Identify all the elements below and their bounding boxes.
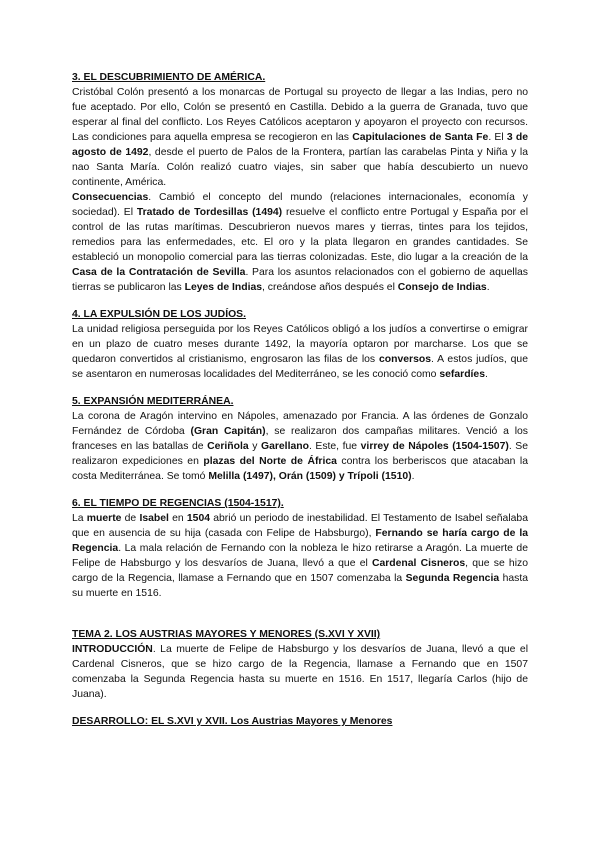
- bold-term: Garellano: [261, 441, 309, 452]
- document-page: [72, 70, 528, 729]
- bold-term: INTRODUCCIÓN: [72, 644, 153, 655]
- section-heading: 4. LA EXPULSIÓN DE LOS JUDÍOS.: [72, 309, 246, 320]
- bold-term: Consecuencias: [72, 192, 149, 203]
- paragraph: Cristóbal Colón presentó a los monarcas de Portugal su proyecto de llegar a las Indias, pero no fue aceptado. Por ello, Colón se presentó en Castilla. Debido a la guerra de Granada, tuvo que esperar al final del conflicto. Los Reyes Católicos aceptaron y apoyaron el proyecto con recursos. Las condiciones para aquella empresa se recogieron en las Capitulaciones de Santa Fe. El 3 de agosto de 1492, desde el puerto de Palos de la Frontera, partían las carabelas Pinta y Niña y la nao Santa María. Colón realizó cuatro viajes, sin saber que había descubierto un nuevo continente, América.: [72, 87, 528, 188]
- section-heading: 3. EL DESCUBRIMIENTO DE AMÉRICA.: [72, 72, 266, 83]
- bold-term: conversos: [379, 354, 431, 365]
- bold-term: Leyes de Indias: [184, 282, 263, 293]
- bold-term: muerte: [86, 513, 122, 524]
- section-heading: 5. EXPANSIÓN MEDITERRÁNEA.: [72, 396, 234, 407]
- bold-term: Isabel: [139, 513, 169, 524]
- bold-term: Casa de la Contratación de Sevilla: [72, 267, 246, 278]
- bold-term: Capitulaciones de Santa Fe: [352, 132, 489, 143]
- section-regencias: [72, 496, 528, 601]
- bold-term: Melilla (1497), Orán (1509) y Trípoli (1510): [208, 471, 412, 482]
- bold-term: plazas del Norte de África: [203, 456, 337, 467]
- section-expulsion: [72, 307, 528, 382]
- tema-heading: TEMA 2. LOS AUSTRIAS MAYORES Y MENORES (S.XVI Y XVII): [72, 629, 381, 640]
- bold-term: Consejo de Indias: [397, 282, 487, 293]
- paragraph: Consecuencias. Cambió el concepto del mundo (relaciones internacionales, economía y sociedad). El Tratado de Tordesillas (1494) resuelve el conflicto entre Portugal y España por el control de las rutas marítimas. Descubrieron nuevos mares y tierras, tintes para los tejidos, remedios para las enfermedades, etc. El oro y la plata llegaron en grandes cantidades. Se estableció un monopolio comercial para las tierras colonizadas. Este, dio lugar a la creación de la Casa de la Contratación de Sevilla. Para los asuntos relacionados con el gobierno de aquellas tierras se publicaron las Leyes de Indias, creándose años después el Consejo de Indias.: [72, 192, 528, 293]
- paragraph: La corona de Aragón intervino en Nápoles, amenazado por Francia. A las órdenes de Gonzalo Fernández de Córdoba (Gran Capitán), se realizaron dos campañas militares. Venció a los franceses en las batallas de Ceriñola y Garellano. Este, fue virrey de Nápoles (1504-1507). Se realizaron expediciones en plazas del Norte de África contra los berberiscos que atacaban la costa Mediterránea. Se tomó Melilla (1497), Orán (1509) y Trípoli (1510).: [72, 411, 529, 482]
- bold-term: Cardenal Cisneros: [371, 558, 466, 569]
- tema-subheading: DESARROLLO: EL S.XVI y XVII. Los Austrias Mayores y Menores: [72, 716, 393, 727]
- bold-term: 1504: [186, 513, 211, 524]
- bold-term: (Gran Capitán): [190, 426, 266, 437]
- bold-term: Segunda Regencia: [405, 573, 500, 584]
- bold-term: sefardíes: [439, 369, 485, 380]
- paragraph: INTRODUCCIÓN. La muerte de Felipe de Habsburgo y los desvaríos de Juana, llevó a que el Cardenal Cisneros, que se hizo cargo de la Regencia, llamase a Fernando que en 1507 comenzaba la Segunda Regencia hasta su muerte en 1516. En 1517, llegaría Carlos (hijo de Juana).: [72, 644, 528, 700]
- bold-term: virrey de Nápoles (1504-1507): [360, 441, 509, 452]
- section-expansion: [72, 394, 528, 484]
- bold-term: Ceriñola: [207, 441, 249, 452]
- section-heading: 6. EL TIEMPO DE REGENCIAS (1504-1517).: [72, 498, 284, 509]
- paragraph: La unidad religiosa perseguida por los Reyes Católicos obligó a los judíos a convertirse o emigrar en un plazo de cuatro meses durante 1492, la mayoría optaron por marcharse. Los que se quedaron convertidos al cristianismo, engrosaron las filas de los conversos. A estos judíos, que se asentaron en numerosas localidades del Mediterráneo, se les conoció como sefardíes.: [72, 324, 528, 380]
- section-descubrimiento: [72, 70, 528, 295]
- section-tema-2: [72, 627, 528, 729]
- paragraph: La muerte de Isabel en 1504 abrió un periodo de inestabilidad. El Testamento de Isabel señalaba que en ausencia de su hija (casada con Felipe de Habsburgo), Fernando se haría cargo de la Regencia. La mala relación de Fernando con la nobleza le hizo retirarse a Aragón. La muerte de Felipe de Habsburgo y los desvaríos de Juana, llevó a que el Cardenal Cisneros, que se hizo cargo de la Regencia, llamase a Fernando que en 1507 comenzaba la Segunda Regencia hasta su muerte en 1516.: [72, 513, 529, 599]
- bold-term: Fernando se haría cargo de la Regencia: [72, 528, 528, 554]
- bold-term: Tratado de Tordesillas (1494): [136, 207, 283, 218]
- bold-term: 3 de agosto de 1492: [72, 132, 528, 158]
